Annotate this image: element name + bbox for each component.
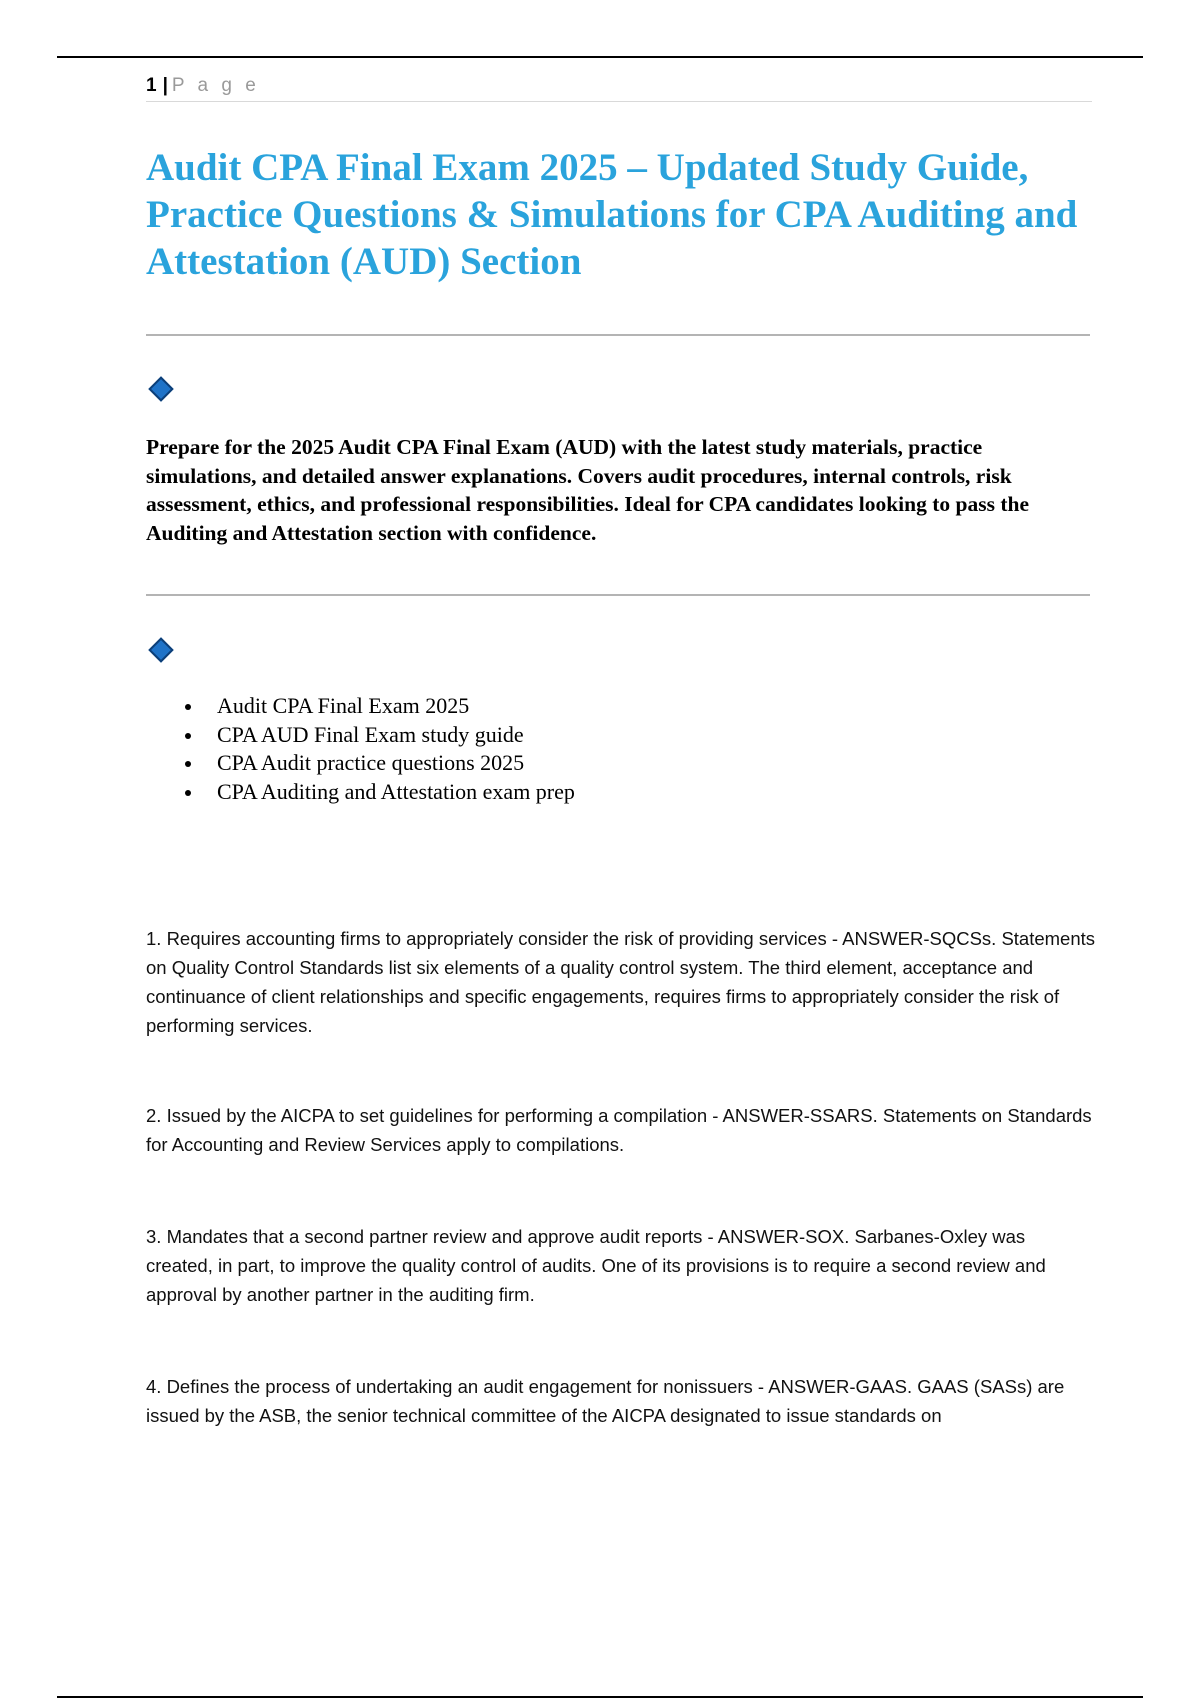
question-answer-item: 4. Defines the process of undertaking an audit engagement for nonissuers - ANSWER-GAAS. GAAS (SASs) are issued by the ASB, the senior technical committee of the AICPA designated to issue standards on — [146, 1376, 1065, 1426]
top-border-rule — [57, 56, 1143, 58]
page-header — [146, 74, 1092, 102]
keyword-item: CPA Auditing and Attestation exam prep — [146, 778, 575, 807]
document-title: Audit CPA Final Exam 2025 – Updated Study Guide, Practice Questions & Simulations for CPA Auditing and Attestation (AUD) Section — [146, 146, 1078, 283]
section-divider — [146, 594, 1090, 596]
section-divider — [146, 334, 1090, 336]
keyword-list — [146, 692, 575, 806]
question-answer-item: 1. Requires accounting firms to appropriately consider the risk of providing services - ANSWER-SQCSs. Statements on Quality Control Standards list six elements of a quality control system. The third element, acceptance and continuance of client relationships and specific engagements, requires firms to appropriately consider the risk of performing services. — [146, 928, 1096, 1036]
blue-diamond-icon — [148, 376, 173, 401]
page-label: P a g e — [171, 75, 260, 96]
keyword-item: CPA AUD Final Exam study guide — [146, 721, 575, 750]
blue-diamond-icon — [148, 637, 173, 662]
question-answer-item: 2. Issued by the AICPA to set guidelines for performing a compilation - ANSWER-SSARS. Statements on Standards for Accounting and Review Services apply to compilations. — [146, 1105, 1092, 1155]
page-separator: | — [162, 75, 168, 96]
keyword-item: Audit CPA Final Exam 2025 — [146, 692, 575, 721]
question-answer-item: 3. Mandates that a second partner review and approve audit reports - ANSWER-SOX. Sarbanes-Oxley was created, in part, to improve the quality control of audits. One of its provisions is to require a second review and approval by another partner in the auditing firm. — [146, 1226, 1046, 1305]
intro-paragraph: Prepare for the 2025 Audit CPA Final Exam (AUD) with the latest study materials, practice simulations, and detailed answer explanations. Covers audit procedures, internal controls, risk assessment, ethics, and professional responsibilities. Ideal for CPA candidates looking to pass the Auditing and Attestation section with confidence. — [146, 435, 1029, 545]
bottom-border-rule — [57, 1696, 1143, 1698]
page-number: 1 — [146, 75, 157, 96]
keyword-item: CPA Audit practice questions 2025 — [146, 749, 575, 778]
